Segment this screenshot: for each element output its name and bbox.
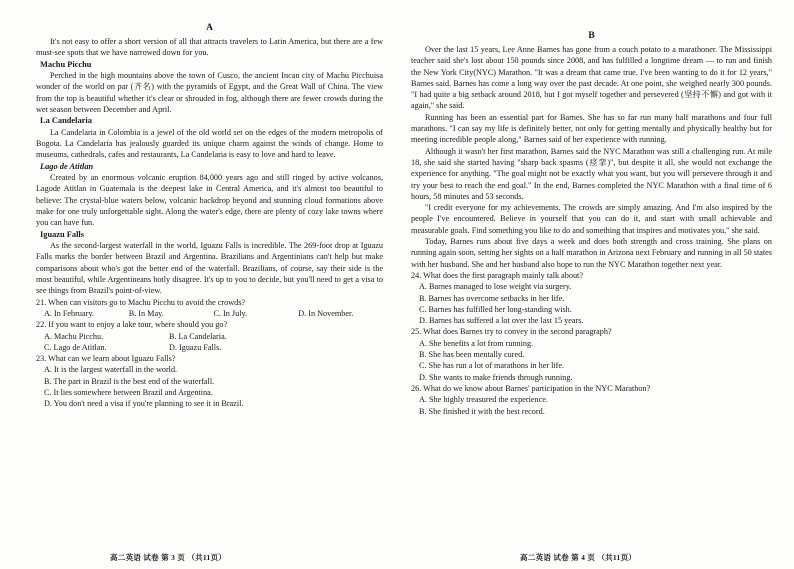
question-26: 26. What do we know about Barnes' participation in the NYC Marathon? — [411, 383, 651, 393]
question-21-options — [36, 308, 383, 319]
question-21: 21. When can visitors go to Machu Picchu to avoid the crowds? — [36, 297, 246, 307]
paragraph-la-candelaria: La Candelaria in Colombia is a jewel of the old world set on the edges of the modern metropolis of Bogota. La Candelaria has jealously guarded its unique charm against the winds of change. Home to museums, cathedrals, cafes and restaurants, La Candelaria is easy to love and hard to leave. — [36, 127, 383, 160]
option-a: A. She highly treasured the experience. — [419, 395, 548, 405]
option-a: A. It is the largest waterfall in the world. — [44, 365, 178, 375]
option-a: A. Barnes managed to lose weight via surgery. — [419, 282, 572, 292]
question-22-options-row1 — [36, 331, 294, 342]
right-column — [397, 0, 794, 569]
intro-paragraph: It's not easy to offer a short version of all that attracts travelers to Latin America, but there are a few must-see spots that we have narrowed down for you. — [36, 37, 383, 58]
option-b: B. La Candelaria. — [169, 331, 227, 341]
option-b: B. The part in Brazil is the best end of the waterfall. — [44, 376, 215, 386]
option-b: B. She finished it with the best record. — [419, 406, 545, 416]
paragraph-1: Over the last 15 years, Lee Anne Barnes has gone from a couch potato to a marathoner. The Mississippi teacher said she's lost about 150 pounds since 2008, and has fulfilled a longtime dream — to run and finish the New York City(NYC) Marathon. "It was a dream that came true. I've been wanting to do it for 12 years," Barnes said. Barnes has come a long way over the past decade. At one point, she weighed nearly 300 pounds. "I had quite a big setback around 2018, but I got myself together and persevered (坚持不懈) and got with it again," she said. — [411, 45, 772, 111]
heading-machu-picchu: Machu Picchu — [40, 59, 92, 69]
option-a: A. In February. — [44, 308, 94, 318]
heading-lago-de-atitlan: Lago de Atitlan — [40, 161, 94, 171]
paragraph-machu-picchu: Perched in the high mountains above the town of Cusco, the ancient Incan city of Machu Picchuisa wonder of the world on par (齐名) with the pyramids of Egypt, and the Great Wall of China. The view from the top is beautiful whether it's clear or shrouded in fog, although there are fewer crowds during the wet season between December and April. — [36, 71, 383, 114]
paragraph-iguazu-falls: As the second-largest waterfall in the world, Iguazu Falls is incredible. The 269-foot drop at Iguazu Falls marks the border between Brazil and Argentina. Brazilians and Argentinians can't help but make comparisons about who's got the better end of the waterfall. Brazilians, of course, say their side is the most beautiful, while Argentineans hotly disagree. It's up to you to decide, but you'll need to get a visa to see things from Brazil's point-of-view. — [36, 241, 383, 296]
question-24: 24. What does the first paragraph mainly talk about? — [411, 270, 583, 280]
option-d: D. Iguazu Falls. — [169, 342, 222, 352]
paragraph-5: Today, Barnes runs about five days a week and does both strength and cross training. She plans on running again soon, setting her sights on a half marathon in Arizona next February and running in all 50 states with her husband. She and her husband also hope to run the NYC Marathon together next year. — [411, 237, 772, 269]
paragraph-4: "I credit everyone for my achievements. The crowds are simply amazing. And I'm also inspired by the people I've encountered. Believe in yourself that you can do it, and start with small achievable and measurable goals. Find something you like to do and something that inspires and motivates you," she said. — [411, 203, 772, 235]
option-a: A. She benefits a lot from running. — [419, 338, 534, 348]
option-d: D. You don't need a visa if you're planning to see it in Brazil. — [44, 399, 244, 409]
option-c: C. Barnes has fulfilled her long-standing wish. — [419, 304, 572, 314]
option-c: C. She has run a lot of marathons in her life. — [419, 361, 565, 371]
option-d: D. Barnes has suffered a lot over the last 15 years. — [419, 316, 584, 326]
section-a-title: A — [206, 23, 213, 33]
paragraph-lago-de-atitlan: Created by an enormous volcanic eruption 84,000 years ago and still ringed by active volcanos, Lagode Atitlan in Guatemala is the deepest lake in Central America, and it's almost too beautiful to believe: The crystal-blue waters below, volcanic backdrop beyond and stunning cloud formations above make for one truly unforgettable sight. Along the water's edge, there are plenty of cozy lake towns where you can have fun. — [36, 173, 383, 228]
page-footer-left: 高二英语 试卷 第 3 页 （共11页） — [110, 553, 227, 562]
heading-la-candelaria: La Candelaria — [40, 116, 92, 126]
option-a: A. Machu Picchu. — [44, 331, 104, 341]
question-22: 22. If you want to enjoy a lake tour, where should you go? — [36, 320, 228, 330]
option-c: C. It lies somewhere between Brazil and Argentina. — [44, 388, 213, 398]
paragraph-3: Although it wasn't her first marathon, Barnes said the NYC Marathon was still a challenging run. At mile 18, she said she started having "sharp back spasms (痉挛)", but despite it all, she would not exchange the experience for anything. "The goal might not be exactly what you want, but you will persevere through it and try your best to reach the end goal." In the end, Barnes completed the NYC Marathon with a final time of 6 hours, 58 minutes and 53 seconds. — [411, 146, 772, 201]
page-footer-right: 高二英语 试卷 第 4 页 （共11页） — [520, 553, 637, 562]
option-b: B. In May. — [128, 308, 164, 318]
option-d: D. She wants to make friends through running. — [419, 372, 573, 382]
question-22-options-row2 — [36, 342, 294, 353]
heading-iguazu-falls: Iguazu Falls — [40, 229, 84, 239]
question-25: 25. What does Barnes try to convey in the second paragraph? — [411, 327, 612, 337]
section-b-title: B — [588, 31, 595, 41]
question-23: 23. What can we learn about Iguazu Falls? — [36, 354, 176, 364]
option-d: D. In November. — [298, 308, 354, 318]
option-c: C. Lago de Atitlan. — [44, 342, 107, 352]
option-b: B. She has been mentally cured. — [419, 350, 525, 360]
paragraph-2: Running has been an essential part for Barnes. She has so far run many half marathons and four full marathons. "I can say my life is definitely better, not only for getting mentally and physically healthy but for meeting incredible people along," Barnes said of her experience with running. — [411, 112, 772, 145]
option-c: C. In July. — [213, 308, 248, 318]
option-b: B. Barnes has overcome setbacks in her life. — [419, 293, 565, 303]
